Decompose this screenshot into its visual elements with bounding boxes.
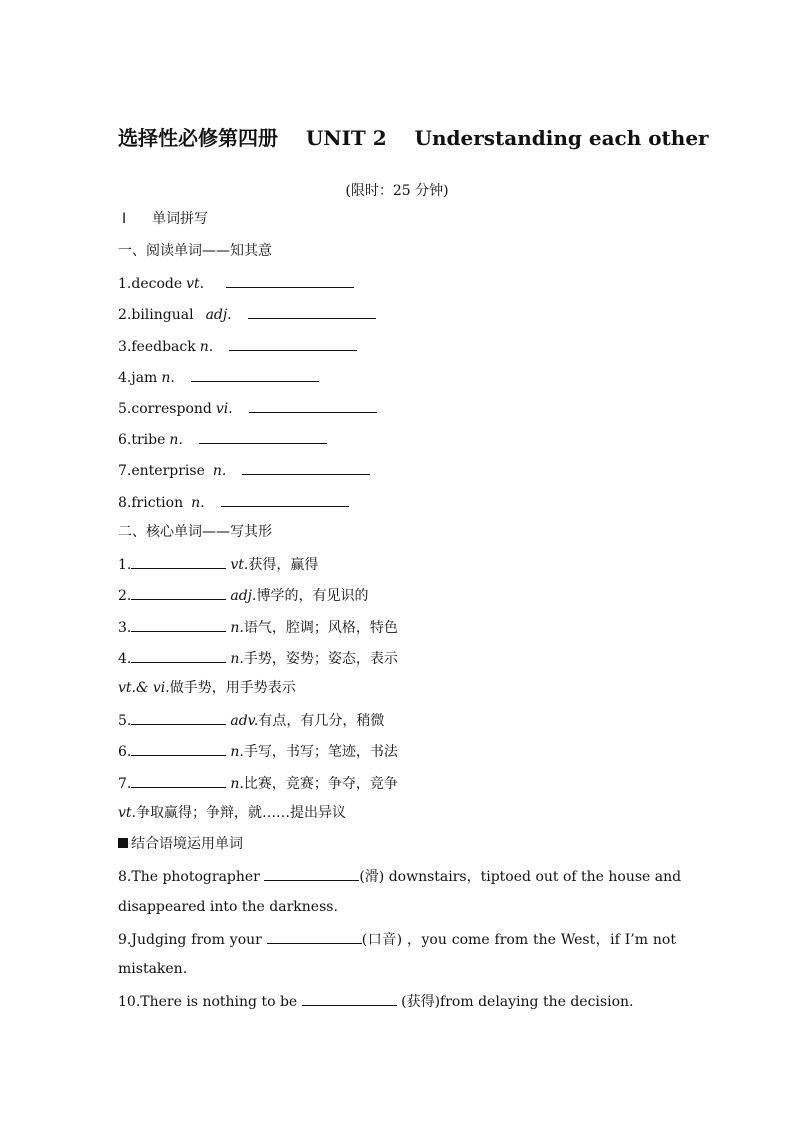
answer-blank[interactable] — [131, 741, 226, 756]
question-text: from delaying the decision. — [440, 994, 634, 1010]
vocab-word: 6.tribe — [118, 432, 166, 448]
question-text: ，you come from the West，if I’m not — [407, 932, 676, 948]
core-meaning: 获得，赢得 — [248, 557, 319, 573]
question-hint: (口音) — [361, 932, 403, 948]
section-1-heading — [118, 210, 208, 228]
core-meaning: 做手势，用手势表示 — [169, 680, 296, 696]
question-9-line-2: mistaken. — [118, 961, 188, 977]
question-text: downstairs，tiptoed out of the house and — [388, 869, 682, 885]
vocab-pos: n. — [191, 495, 205, 511]
core-pos: adv. — [230, 713, 259, 729]
core-meaning: 有点，有几分，稍微 — [258, 713, 385, 729]
core-meaning: 手势，姿势；姿态，表示 — [243, 651, 398, 667]
vocab-item — [118, 367, 319, 387]
vocab-word: 3.feedback — [118, 339, 196, 355]
core-word-item — [118, 741, 398, 761]
question-8-line-1 — [118, 866, 682, 886]
section-numeral: Ⅰ — [122, 211, 127, 227]
core-meaning: 争取赢得；争辩，就……提出异议 — [136, 805, 346, 821]
question-9-line-1 — [118, 929, 676, 949]
answer-blank[interactable] — [249, 398, 377, 413]
vocab-item — [118, 398, 377, 418]
core-pos: n. — [230, 776, 244, 792]
vocab-word: 1.decode — [118, 276, 183, 292]
question-hint: (获得) — [401, 994, 441, 1010]
question-8-line-2: disappeared into the darkness. — [118, 899, 338, 915]
square-bullet-icon — [118, 838, 128, 848]
context-heading-label: 结合语境运用单词 — [131, 836, 243, 852]
core-word-item — [118, 773, 398, 793]
core-pos: adj. — [230, 588, 257, 604]
answer-blank[interactable] — [229, 336, 357, 351]
vocab-pos: n. — [161, 370, 175, 386]
core-pos: n. — [230, 620, 244, 636]
vocab-word: 7.enterprise — [118, 463, 205, 479]
vocab-word: 8.friction — [118, 495, 184, 511]
vocab-item — [118, 492, 349, 512]
core-pos: vt. — [118, 805, 136, 821]
vocab-pos: adj. — [205, 307, 232, 323]
item-number: 3. — [118, 620, 132, 636]
answer-blank[interactable] — [131, 773, 226, 788]
answer-blank[interactable] — [242, 460, 370, 475]
item-number: 6. — [118, 744, 132, 760]
part-2-heading: 二、核心单词——写其形 — [118, 524, 272, 540]
vocab-item — [118, 429, 327, 449]
vocab-item — [118, 273, 354, 293]
answer-blank[interactable] — [131, 648, 226, 663]
core-pos: n. — [230, 651, 244, 667]
core-word-item — [118, 710, 384, 730]
vocab-item — [118, 336, 357, 356]
question-text: 9.Judging from your — [118, 932, 262, 948]
context-heading — [118, 835, 243, 853]
answer-blank[interactable] — [226, 273, 354, 288]
question-text: 8.The photographer — [118, 869, 260, 885]
core-meaning: 博学的，有见识的 — [256, 588, 369, 604]
question-10 — [118, 991, 633, 1011]
answer-blank[interactable] — [248, 304, 376, 319]
answer-blank[interactable] — [131, 554, 226, 569]
answer-blank[interactable] — [131, 710, 226, 725]
question-text: 10.There is nothing to be — [118, 994, 298, 1010]
answer-blank[interactable] — [131, 585, 226, 600]
answer-blank[interactable] — [191, 367, 319, 382]
time-limit: (限时：25 分钟) — [345, 183, 449, 199]
answer-blank[interactable] — [199, 429, 327, 444]
vocab-word: 5.correspond — [118, 401, 212, 417]
question-hint: (滑) — [359, 869, 385, 885]
core-pos: vt.& vi. — [118, 680, 170, 696]
answer-blank[interactable] — [131, 617, 226, 632]
core-pos: vt. — [230, 557, 249, 573]
vocab-pos: n. — [199, 339, 214, 355]
item-number: 1. — [118, 557, 132, 573]
core-word-item — [118, 554, 318, 574]
answer-blank[interactable] — [267, 929, 362, 944]
item-number: 2. — [118, 588, 132, 604]
question-gap — [264, 869, 384, 885]
vocab-item — [118, 304, 376, 324]
vocab-pos: vi. — [215, 401, 233, 417]
core-meaning: 比赛，竞赛；争夺，竞争 — [243, 776, 398, 792]
item-number: 5. — [118, 713, 132, 729]
section-label: 单词拼写 — [152, 211, 208, 227]
answer-blank[interactable] — [302, 991, 397, 1006]
vocab-word: 2.bilingual — [118, 307, 194, 323]
core-meaning: 手写，书写；笔迹，书法 — [243, 744, 398, 760]
answer-blank[interactable] — [264, 866, 359, 881]
vocab-pos: vt. — [186, 276, 205, 292]
answer-blank[interactable] — [221, 492, 349, 507]
item-number: 4. — [118, 651, 132, 667]
page-title: 选择性必修第四册 UNIT 2 Understanding each other — [118, 126, 709, 150]
core-meaning: 语气，腔调；风格，特色 — [243, 620, 398, 636]
core-word-item — [118, 648, 398, 668]
vocab-pos: n. — [212, 463, 227, 479]
vocab-item — [118, 460, 370, 480]
core-word-extra — [118, 679, 296, 697]
core-word-item — [118, 617, 398, 637]
core-pos: n. — [230, 744, 244, 760]
part-1-heading: 一、阅读单词——知其意 — [118, 243, 272, 259]
vocab-pos: n. — [169, 432, 183, 448]
core-word-extra — [118, 804, 346, 822]
core-word-item — [118, 585, 368, 605]
question-gap — [267, 932, 402, 948]
vocab-word: 4.jam — [118, 370, 158, 386]
item-number: 7. — [118, 776, 132, 792]
